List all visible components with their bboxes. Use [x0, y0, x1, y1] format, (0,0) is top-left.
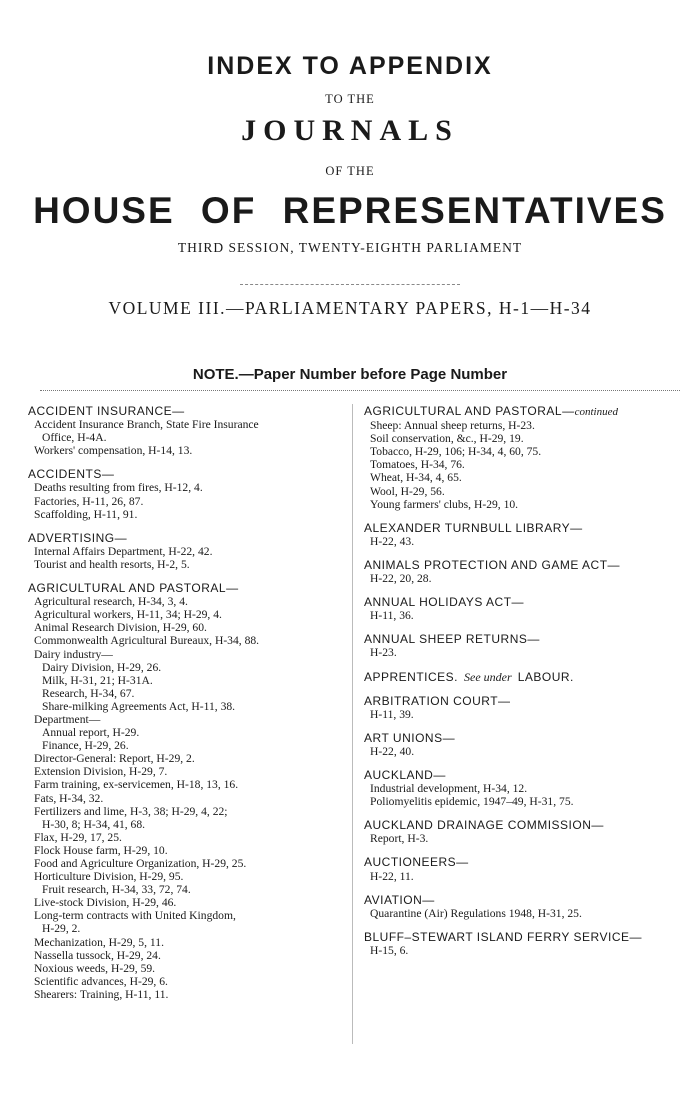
- entry-line: Scaffolding, H-11, 91.: [34, 507, 138, 521]
- entry-line: H-22, 11.: [370, 869, 414, 883]
- header-rule: [240, 284, 460, 285]
- entry-line: Department—: [34, 712, 101, 726]
- entry-line: Research, H-34, 67.: [42, 686, 135, 700]
- index-entry: [364, 856, 684, 882]
- entry-heading-text: AGRICULTURAL AND PASTORAL—: [364, 404, 575, 418]
- entry-heading: [364, 596, 684, 609]
- index-entry: [364, 695, 684, 721]
- entry-heading: [364, 405, 684, 419]
- entry-heading-text: ACCIDENT INSURANCE—: [28, 404, 185, 418]
- column-divider: [352, 404, 353, 1044]
- entry-line: Soil conservation, &c., H-29, 19.: [370, 432, 524, 446]
- title-line-4: OF THE: [325, 164, 375, 178]
- index-entry: [364, 596, 684, 622]
- title-line-5: HOUSE OF REPRESENTATIVES: [33, 190, 667, 231]
- note-rule: [40, 390, 680, 391]
- entry-line: Milk, H-31, 21; H-31A.: [42, 673, 153, 687]
- entry-line: H-22, 43.: [370, 534, 415, 548]
- entry-heading-text: AGRICULTURAL AND PASTORAL—: [28, 581, 239, 596]
- entry-line: Workers' compensation, H-14, 13.: [34, 444, 193, 458]
- entry-line: Extension Division, H-29, 7.: [34, 765, 168, 779]
- entry-line: Long-term contracts with United Kingdom,: [34, 909, 236, 923]
- index-entry: [28, 532, 343, 571]
- index-entry: [364, 732, 684, 758]
- continued-label: continued: [574, 406, 618, 418]
- entry-line: Internal Affairs Department, H-22, 42.: [34, 544, 213, 558]
- entry-heading: [364, 819, 684, 832]
- session-line: THIRD SESSION, TWENTY-EIGHTH PARLIAMENT: [177, 240, 523, 255]
- entry-heading: [364, 732, 684, 745]
- entry-heading: [28, 405, 343, 418]
- entry-line: H-15, 6.: [370, 943, 409, 957]
- entry-line: Director-General: Report, H-29, 2.: [34, 752, 195, 766]
- title-line-1: INDEX TO APPENDIX: [207, 52, 493, 80]
- entry-line: Dairy Division, H-29, 26.: [42, 660, 162, 674]
- index-entry: [28, 405, 343, 457]
- entry-heading-text: ANNUAL SHEEP RETURNS—: [364, 632, 540, 647]
- entry-heading-text: AUCKLAND DRAINAGE COMMISSION—: [364, 818, 604, 833]
- title-line-3: JOURNALS: [241, 114, 459, 147]
- entry-line: Food and Agriculture Organization, H-29, 25.: [34, 857, 247, 870]
- entry-line: H-23.: [370, 646, 397, 660]
- entry-line: Finance, H-29, 26.: [42, 739, 129, 753]
- entry-heading-text: AUCKLAND—: [364, 767, 446, 782]
- entry-line: Shearers: Training, H-11, 11.: [34, 987, 169, 1001]
- see-reference-label: See under: [464, 669, 512, 684]
- index-entry: [364, 931, 684, 957]
- entry-line: Fats, H-34, 32.: [34, 791, 104, 805]
- entry-line: Noxious weeds, H-29, 59.: [34, 961, 156, 975]
- entry-line: Poliomyelitis epidemic, 1947–49, H-31, 75.: [370, 795, 574, 809]
- entry-line: Flock House farm, H-29, 10.: [34, 843, 168, 857]
- entry-line: Horticulture Division, H-29, 95.: [34, 870, 184, 884]
- entry-line: Mechanization, H-29, 5, 11.: [34, 935, 164, 949]
- entry-heading: [364, 522, 684, 535]
- entry-line: Agricultural workers, H-11, 34; H-29, 4.: [34, 608, 222, 622]
- entry-line: Industrial development, H-34, 12.: [370, 782, 528, 796]
- entry-heading-text: ALEXANDER TURNBULL LIBRARY—: [364, 520, 583, 535]
- entry-line: Commonwealth Agricultural Bureaux, H-34, 88.: [34, 634, 260, 648]
- entry-line: Accident Insurance Branch, State Fire Insurance: [34, 418, 259, 432]
- entry-line: Fertilizers and lime, H-3, 38; H-29, 4, 22;: [34, 804, 228, 818]
- entry-heading-text: ADVERTISING—: [28, 530, 128, 545]
- entry-heading-text: AUCTIONEERS—: [364, 855, 469, 870]
- index-entry: [28, 582, 343, 1001]
- entry-heading: [364, 931, 684, 944]
- entry-line: Agricultural research, H-34, 3, 4.: [34, 595, 188, 609]
- entry-heading-text: BLUFF–STEWART ISLAND FERRY SERVICE—: [364, 929, 643, 944]
- entry-line: H-30, 8; H-34, 41, 68.: [42, 817, 146, 831]
- index-entry: [364, 671, 684, 684]
- entry-line: Factories, H-11, 26, 87.: [34, 494, 144, 508]
- index-column-left: [28, 405, 343, 1012]
- entry-line: Farm training, ex-servicemen, H-18, 13, 16.: [34, 778, 239, 792]
- entry-line: H-11, 36.: [370, 609, 414, 623]
- entry-line: Deaths resulting from fires, H-12, 4.: [34, 481, 203, 495]
- entry-heading-text: ARBITRATION COURT—: [364, 693, 511, 708]
- entry-line: Share-milking Agreements Act, H-11, 38.: [42, 699, 236, 713]
- entry-line: Young farmers' clubs, H-29, 10.: [370, 497, 519, 511]
- entry-heading: [364, 894, 684, 907]
- entry-line: Sheep: Annual sheep returns, H-23.: [370, 419, 535, 433]
- entry-heading: [364, 769, 684, 782]
- index-entry: [364, 522, 684, 548]
- entry-heading-text: AVIATION—: [364, 892, 435, 907]
- entry-line: Office, H-4A.: [42, 431, 107, 445]
- volume-line: VOLUME III.—PARLIAMENTARY PAPERS, H-1—H-34: [108, 298, 592, 318]
- entry-line: Tourist and health resorts, H-2, 5.: [34, 557, 190, 571]
- index-entry: [364, 769, 684, 808]
- entry-heading: [364, 856, 684, 869]
- entry-line: Live-stock Division, H-29, 46.: [34, 896, 177, 910]
- title-line-2: TO THE: [325, 92, 375, 106]
- note-line: NOTE.—Paper Number before Page Number: [192, 366, 508, 383]
- index-entry: [364, 894, 684, 920]
- index-entry: [364, 559, 684, 585]
- entry-line: Tobacco, H-29, 106; H-34, 4, 60, 75.: [370, 445, 542, 459]
- entry-heading: [364, 559, 684, 572]
- entry-line: H-22, 40.: [370, 744, 415, 758]
- entry-heading-text: ANIMALS PROTECTION AND GAME ACT—: [364, 557, 621, 572]
- entry-line: Quarantine (Air) Regulations 1948, H-31, 25.: [370, 906, 582, 920]
- entry-line: Nassella tussock, H-29, 24.: [34, 948, 161, 962]
- see-reference-target: LABOUR.: [517, 669, 574, 684]
- entry-heading: [364, 633, 684, 646]
- entry-line: H-22, 20, 28.: [370, 572, 432, 586]
- entry-line: Scientific advances, H-29, 6.: [34, 974, 168, 988]
- index-entry: [28, 468, 343, 520]
- entry-heading: [28, 468, 343, 481]
- entry-line: H-29, 2.: [42, 922, 81, 936]
- entry-line: Tomatoes, H-34, 76.: [370, 458, 465, 472]
- entry-line: H-11, 39.: [370, 707, 414, 721]
- entry-line: Flax, H-29, 17, 25.: [34, 830, 122, 844]
- entry-heading: [28, 582, 343, 595]
- index-entry: [364, 633, 684, 659]
- entry-line: Report, H-3.: [370, 832, 429, 846]
- entry-heading-text: ART UNIONS—: [364, 730, 456, 745]
- entry-heading-text: ANNUAL HOLIDAYS ACT—: [364, 595, 525, 610]
- index-column-right: [364, 405, 684, 968]
- entry-line: Annual report, H-29.: [42, 726, 140, 740]
- index-entry: [364, 819, 684, 845]
- entry-line: Fruit research, H-34, 33, 72, 74.: [42, 883, 191, 897]
- entry-heading-text: APPRENTICES.: [364, 669, 459, 684]
- entry-heading: [364, 671, 684, 684]
- entry-line: Animal Research Division, H-29, 60.: [34, 621, 207, 635]
- entry-heading: [28, 532, 343, 545]
- entry-line: Dairy industry—: [34, 647, 113, 661]
- entry-line: Wool, H-29, 56.: [370, 484, 445, 498]
- entry-line: Wheat, H-34, 4, 65.: [370, 471, 462, 485]
- entry-heading-text: ACCIDENTS—: [28, 467, 115, 482]
- entry-heading: [364, 695, 684, 708]
- index-entry: [364, 405, 684, 511]
